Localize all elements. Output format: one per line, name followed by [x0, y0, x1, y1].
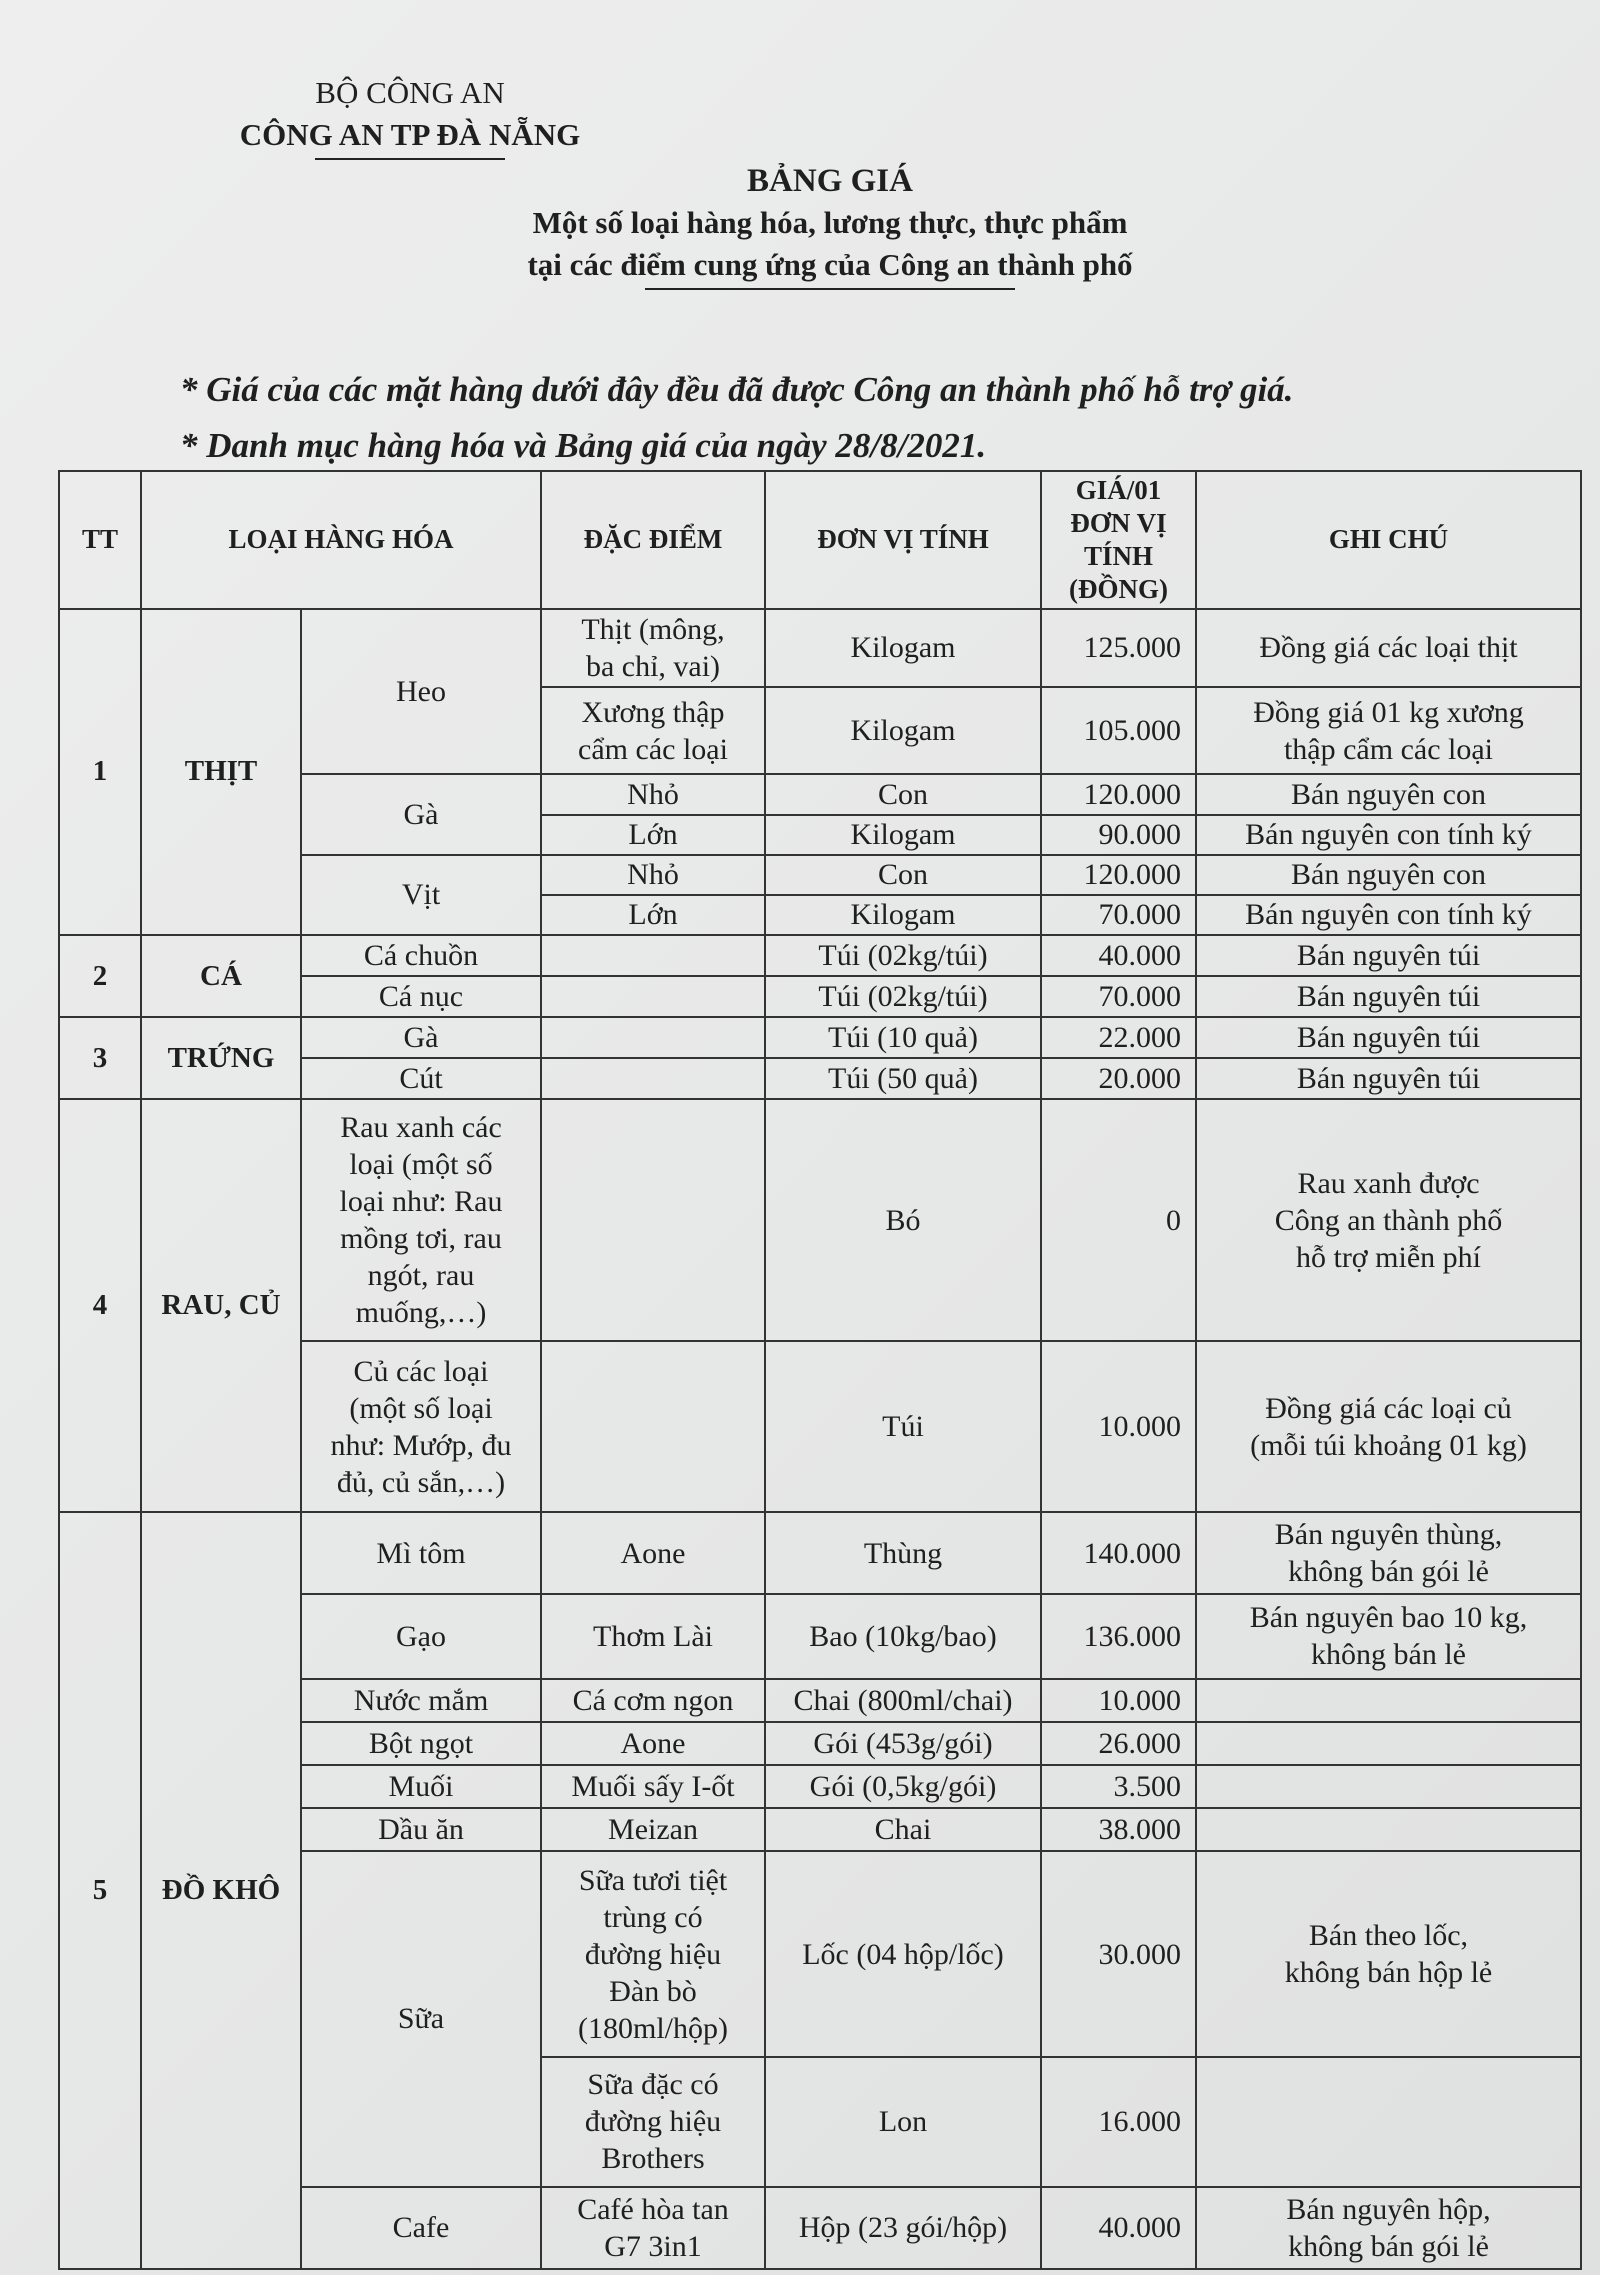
table-row: [59, 609, 1581, 687]
document-subtitle-1: Một số loại hàng hóa, lương thực, thực phẩm: [532, 205, 1128, 240]
note-line: * Danh mục hàng hóa và Bảng giá của ngày 28/8/2021.: [180, 426, 987, 465]
table-row: [59, 1512, 1581, 1594]
item-name: Cá nục: [301, 976, 541, 1017]
department-name: CÔNG AN TP ĐÀ NẴNG: [239, 117, 581, 152]
item-feature: Aone: [541, 1722, 765, 1765]
group-number: 5: [59, 1512, 141, 2269]
item-feature-line: đường hiệu: [584, 1937, 722, 1971]
header-gia-line: GIÁ/01: [1075, 474, 1162, 505]
item-price: 120.000: [1041, 774, 1196, 814]
item-price: 26.000: [1041, 1722, 1196, 1765]
item-unit: Túi (10 quả): [765, 1017, 1041, 1058]
header-loai-hang-hoa: LOẠI HÀNG HÓA: [141, 471, 541, 609]
item-price: 10.000: [1041, 1341, 1196, 1512]
item-feature: [541, 976, 765, 1017]
item-note: [1196, 1765, 1581, 1808]
table-row: [59, 935, 1581, 976]
item-name: [301, 1341, 541, 1512]
item-unit: Kilogam: [765, 815, 1041, 855]
title-underline: [645, 288, 1015, 290]
header-gia: [1041, 471, 1196, 609]
item-unit: Lốc (04 hộp/lốc): [765, 1851, 1041, 2057]
item-unit: Kilogam: [765, 609, 1041, 687]
item-name: [301, 1099, 541, 1341]
group-number: 3: [59, 1017, 141, 1099]
item-price: 105.000: [1041, 687, 1196, 774]
item-feature: Cá cơm ngon: [541, 1679, 765, 1722]
group-name: CÁ: [141, 935, 301, 1017]
item-name-line: Củ các loại: [353, 1354, 489, 1388]
item-price: 140.000: [1041, 1512, 1196, 1594]
item-feature: Meizan: [541, 1808, 765, 1851]
item-feature-line: Brothers: [601, 2142, 705, 2176]
item-note: [1196, 1851, 1581, 2057]
item-unit: Con: [765, 855, 1041, 895]
item-name-line: loại như: Rau: [339, 1185, 503, 1219]
item-price: 125.000: [1041, 609, 1196, 687]
item-name: Heo: [301, 609, 541, 775]
document-title-block: [420, 160, 1240, 290]
item-price: 10.000: [1041, 1679, 1196, 1722]
issuing-organization: [200, 72, 620, 160]
item-name-line: ngót, rau: [367, 1259, 475, 1293]
item-unit: Bao (10kg/bao): [765, 1594, 1041, 1678]
item-feature: [541, 609, 765, 687]
item-feature-line: Sữa đặc có: [587, 2068, 719, 2102]
item-name-line: loại (một số: [349, 1148, 493, 1182]
item-note: Đồng giá các loại thịt: [1196, 609, 1581, 687]
item-name: Vịt: [301, 855, 541, 935]
document-title: BẢNG GIÁ: [747, 163, 913, 199]
item-feature: Thơm Lài: [541, 1594, 765, 1678]
item-note-line: không bán lẻ: [1311, 1638, 1466, 1672]
item-unit: Gói (0,5kg/gói): [765, 1765, 1041, 1808]
group-name: TRỨNG: [141, 1017, 301, 1099]
item-feature: [541, 1058, 765, 1099]
item-unit: Kilogam: [765, 687, 1041, 774]
item-price: 3.500: [1041, 1765, 1196, 1808]
price-table: [58, 470, 1582, 2270]
item-unit: Lon: [765, 2057, 1041, 2187]
item-name: Nước mắm: [301, 1679, 541, 1722]
item-note: Bán nguyên con tính ký: [1196, 895, 1581, 935]
item-name-line: đủ, củ sắn,…): [336, 1465, 506, 1499]
item-price: 30.000: [1041, 1851, 1196, 2057]
ministry-name: BỘ CÔNG AN: [315, 75, 505, 110]
note-line: * Giá của các mặt hàng dưới đây đều đã được Công an thành phố hỗ trợ giá.: [180, 370, 1294, 409]
item-note-line: Bán theo lốc,: [1308, 1919, 1469, 1953]
item-note: Bán nguyên con tính ký: [1196, 815, 1581, 855]
header-dac-diem: ĐẶC ĐIỂM: [541, 471, 765, 609]
item-note: Bán nguyên túi: [1196, 1058, 1581, 1099]
item-note-line: không bán hộp lẻ: [1284, 1956, 1493, 1990]
item-note-line: Công an thành phố: [1274, 1203, 1503, 1237]
item-feature: Lớn: [541, 815, 765, 855]
item-feature: Muối sấy I-ốt: [541, 1765, 765, 1808]
item-price: 0: [1041, 1099, 1196, 1341]
item-feature-line: (180ml/hộp): [578, 2011, 728, 2045]
item-note: Bán nguyên túi: [1196, 976, 1581, 1017]
item-note-line: (mỗi túi khoảng 01 kg): [1250, 1428, 1527, 1462]
item-unit: Con: [765, 774, 1041, 814]
group-name: RAU, CỦ: [141, 1099, 301, 1511]
item-name: Bột ngọt: [301, 1722, 541, 1765]
item-name: Muối: [301, 1765, 541, 1808]
item-feature-line: Đàn bò: [609, 1974, 697, 2008]
item-note-line: Bán nguyên hộp,: [1286, 2192, 1491, 2226]
item-name: Gạo: [301, 1594, 541, 1678]
item-feature: Nhỏ: [541, 855, 765, 895]
header-gia-line: (ĐỒNG): [1069, 573, 1168, 604]
item-unit: Bó: [765, 1099, 1041, 1341]
item-note: [1196, 1512, 1581, 1594]
header-don-vi-tinh: ĐƠN VỊ TÍNH: [765, 471, 1041, 609]
item-note: Bán nguyên con: [1196, 855, 1581, 895]
item-note: Bán nguyên con: [1196, 774, 1581, 814]
item-price: 136.000: [1041, 1594, 1196, 1678]
item-note-line: thập cẩm các loại: [1283, 732, 1494, 766]
item-name: Cafe: [301, 2187, 541, 2269]
item-unit: Chai (800ml/chai): [765, 1679, 1041, 1722]
item-name-line: muống,…): [355, 1296, 487, 1330]
item-note: [1196, 1594, 1581, 1678]
item-unit: Hộp (23 gói/hộp): [765, 2187, 1041, 2269]
item-price: 40.000: [1041, 935, 1196, 976]
item-note-line: hỗ trợ miễn phí: [1295, 1240, 1481, 1274]
item-unit: Túi (02kg/túi): [765, 935, 1041, 976]
item-name: Dầu ăn: [301, 1808, 541, 1851]
group-number: 4: [59, 1099, 141, 1511]
item-feature-line: Café hòa tan: [577, 2192, 729, 2226]
item-name-line: (một số loại: [349, 1391, 493, 1425]
item-feature: Aone: [541, 1512, 765, 1594]
header-row: [59, 471, 1581, 609]
item-name-line: như: Mướp, đu: [330, 1428, 512, 1462]
item-note: [1196, 1679, 1581, 1722]
item-feature: [541, 687, 765, 774]
item-feature: [541, 2057, 765, 2187]
item-note: [1196, 1341, 1581, 1512]
item-price: 120.000: [1041, 855, 1196, 895]
item-note: [1196, 2057, 1581, 2187]
item-note: Bán nguyên túi: [1196, 935, 1581, 976]
item-note-line: Bán nguyên bao 10 kg,: [1249, 1601, 1528, 1635]
document-subtitle-2: tại các điểm cung ứng của Công an thành phố: [527, 247, 1133, 282]
item-note: [1196, 1099, 1581, 1341]
item-feature-line: đường hiệu: [584, 2105, 722, 2139]
item-feature: [541, 1099, 765, 1341]
item-feature-line: G7 3in1: [604, 2229, 702, 2263]
item-feature: [541, 2187, 765, 2269]
group-name: THỊT: [141, 609, 301, 935]
item-unit: Túi (02kg/túi): [765, 976, 1041, 1017]
item-note-line: không bán gói lẻ: [1288, 1555, 1489, 1589]
item-name: Mì tôm: [301, 1512, 541, 1594]
item-unit: Túi (50 quả): [765, 1058, 1041, 1099]
header-gia-line: TÍNH: [1083, 540, 1154, 571]
item-note: [1196, 2187, 1581, 2269]
item-note: [1196, 1808, 1581, 1851]
item-price: 20.000: [1041, 1058, 1196, 1099]
item-note-line: không bán gói lẻ: [1288, 2229, 1489, 2263]
item-unit: Túi: [765, 1341, 1041, 1512]
item-price: 38.000: [1041, 1808, 1196, 1851]
item-feature-line: ba chỉ, vai): [585, 649, 721, 683]
group-number: 1: [59, 609, 141, 935]
item-feature: Lớn: [541, 895, 765, 935]
item-note-line: Đồng giá các loại củ: [1265, 1391, 1512, 1425]
item-name: Gà: [301, 1017, 541, 1058]
item-note: [1196, 1722, 1581, 1765]
item-feature: [541, 935, 765, 976]
item-note-line: Bán nguyên thùng,: [1274, 1518, 1503, 1552]
table-row: [59, 1017, 1581, 1058]
item-unit: Thùng: [765, 1512, 1041, 1594]
item-price: 22.000: [1041, 1017, 1196, 1058]
item-price: 90.000: [1041, 815, 1196, 855]
item-price: 70.000: [1041, 976, 1196, 1017]
item-feature-line: Thịt (mông,: [581, 612, 725, 646]
item-note: [1196, 687, 1581, 774]
item-note-line: Rau xanh được: [1297, 1166, 1480, 1200]
notes: [180, 362, 1500, 474]
group-number: 2: [59, 935, 141, 1017]
item-feature: [541, 1341, 765, 1512]
item-note: Bán nguyên túi: [1196, 1017, 1581, 1058]
item-name: Cá chuồn: [301, 935, 541, 976]
header-gia-line: ĐƠN VỊ: [1070, 507, 1167, 538]
item-feature-line: trùng có: [603, 1900, 703, 1934]
header-ghi-chu: GHI CHÚ: [1196, 471, 1581, 609]
item-name: Gà: [301, 774, 541, 854]
header-tt: TT: [59, 471, 141, 609]
table-row: [59, 1099, 1581, 1341]
item-feature: [541, 1851, 765, 2057]
group-name: ĐỒ KHÔ: [141, 1512, 301, 2269]
item-unit: Chai: [765, 1808, 1041, 1851]
item-price: 40.000: [1041, 2187, 1196, 2269]
item-feature: [541, 1017, 765, 1058]
item-name-line: Rau xanh các: [340, 1111, 502, 1145]
item-feature-line: Sữa tươi tiệt: [578, 1863, 728, 1897]
item-unit: Kilogam: [765, 895, 1041, 935]
item-feature: Nhỏ: [541, 774, 765, 814]
item-name: Sữa: [301, 1851, 541, 2186]
item-name-line: mồng tơi, rau: [340, 1222, 502, 1256]
item-price: 16.000: [1041, 2057, 1196, 2187]
item-unit: Gói (453g/gói): [765, 1722, 1041, 1765]
item-feature-line: Xương thập: [581, 695, 725, 729]
item-price: 70.000: [1041, 895, 1196, 935]
item-feature-line: cẩm các loại: [578, 732, 728, 766]
item-note-line: Đồng giá 01 kg xương: [1253, 695, 1524, 729]
item-name: Cút: [301, 1058, 541, 1099]
